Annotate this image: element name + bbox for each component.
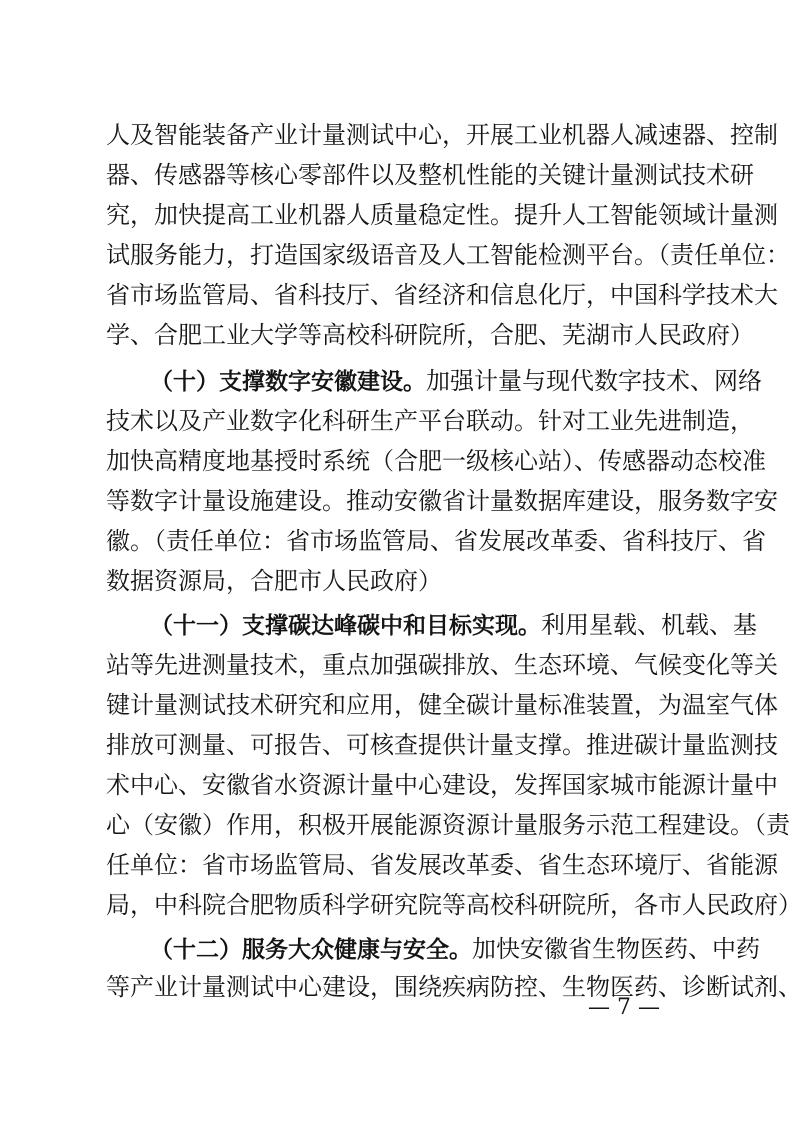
body-text-line: 数据资源局，合肥市人民政府） bbox=[106, 567, 442, 595]
body-text-line: 术中心、安徽省水资源计量中心建设，发挥国家城市能源计量中 bbox=[106, 771, 778, 799]
section-first-line bbox=[150, 605, 757, 645]
body-text-line: 等产业计量测试中心建设，围绕疾病防控、生物医药、诊断试剂、 bbox=[106, 973, 802, 1001]
page-number: — 7 — bbox=[588, 995, 660, 1020]
body-text-line: 加快高精度地基授时系统（合肥一级核心站）、传感器动态校准 bbox=[106, 447, 766, 475]
body-text-line: 键计量测试技术研究和应用，健全碳计量标准装置，为温室气体 bbox=[106, 691, 778, 719]
section-first-line bbox=[150, 361, 762, 401]
section-heading: （十一）支撑碳达峰碳中和目标实现。 bbox=[150, 613, 541, 639]
section-text: 加强计量与现代数字技术、网络 bbox=[426, 367, 762, 395]
section-text: 加快安徽省生物医药、中药 bbox=[472, 935, 760, 963]
body-text-line: 排放可测量、可报告、可核查提供计量支撑。推进碳计量监测技 bbox=[106, 731, 778, 759]
body-text-line: 任单位：省市场监管局、省发展改革委、省生态环境厅、省能源 bbox=[106, 851, 778, 879]
body-text-line: 究，加快提高工业机器人质量稳定性。提升人工智能领域计量测 bbox=[106, 201, 778, 229]
body-text-line: 学、合肥工业大学等高校科研院所，合肥、芜湖市人民政府） bbox=[106, 321, 754, 349]
body-text-line: 试服务能力，打造国家级语音及人工智能检测平台。（责任单位： bbox=[106, 241, 790, 269]
body-text-line: 局，中科院合肥物质科学研究院等高校科研院所，各市人民政府） bbox=[106, 891, 802, 919]
body-text-line: 省市场监管局、省科技厅、省经济和信息化厅，中国科学技术大 bbox=[106, 281, 778, 309]
section-heading: （十二）服务大众健康与安全。 bbox=[150, 937, 472, 963]
section-first-line bbox=[150, 929, 760, 969]
body-text-line: 器、传感器等核心零部件以及整机性能的关键计量测试技术研 bbox=[106, 161, 754, 189]
body-text-line: 心（安徽）作用，积极开展能源资源计量服务示范工程建设。（责 bbox=[106, 811, 790, 839]
section-text: 利用星载、机载、基 bbox=[541, 611, 757, 639]
body-text-line: 人及智能装备产业计量测试中心，开展工业机器人减速器、控制 bbox=[106, 121, 778, 149]
body-text-line: 等数字计量设施建设。推动安徽省计量数据库建设，服务数字安 bbox=[106, 487, 778, 515]
body-text-line: 技术以及产业数字化科研生产平台联动。针对工业先进制造， bbox=[106, 407, 754, 435]
section-heading: （十）支撑数字安徽建设。 bbox=[150, 369, 426, 395]
body-text-line: 徽。（责任单位：省市场监管局、省发展改革委、省科技厅、省 bbox=[106, 527, 766, 555]
body-text-line: 站等先进测量技术，重点加强碳排放、生态环境、气候变化等关 bbox=[106, 651, 778, 679]
